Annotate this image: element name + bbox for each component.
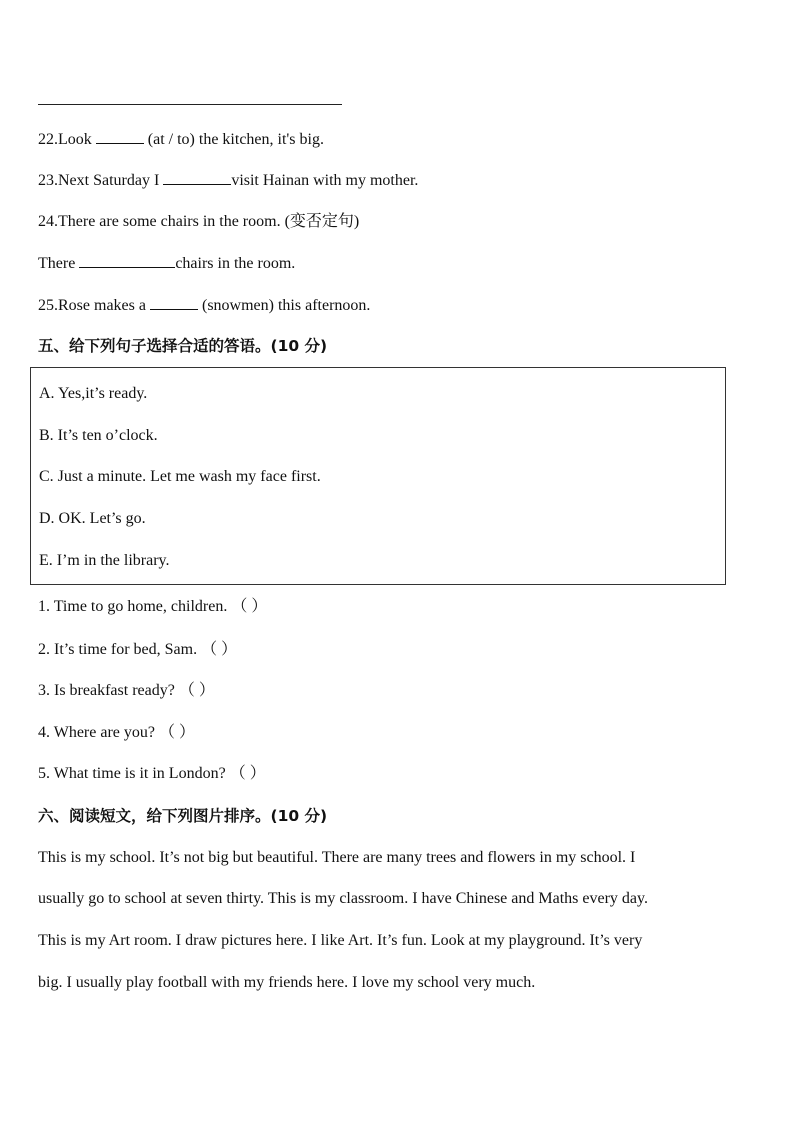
passage-line: This is my school. It’s not big but beautiful. There are many trees and flowers in my school. I: [38, 849, 636, 866]
answer-blank[interactable]: [96, 129, 144, 144]
question-number: 23.: [38, 172, 58, 189]
section-5-heading: 五、给下列句子选择合适的答语。(10 分): [38, 337, 328, 355]
question-number: 24.: [38, 213, 58, 230]
question-text: 2. It’s time for bed, Sam.: [38, 641, 198, 658]
match-question-1: [38, 597, 267, 617]
answer-parentheses[interactable]: （ ）: [201, 641, 238, 658]
question-24-answer: [38, 253, 295, 274]
passage-line: big. I usually play football with my friends here. I love my school very much.: [38, 974, 536, 991]
answer-parentheses[interactable]: （ ）: [178, 682, 215, 699]
question-text: 1. Time to go home, children.: [38, 598, 228, 615]
option-c: C. Just a minute. Let me wash my face first.: [39, 468, 321, 485]
answer-blank[interactable]: [79, 253, 175, 268]
section-6-heading: 六、阅读短文，给下列图片排序。(10 分): [38, 807, 328, 825]
question-text: chairs in the room.: [175, 255, 296, 272]
option-d: D. OK. Let’s go.: [39, 510, 146, 527]
question-text: There are some chairs in the room. (变否定句): [58, 213, 360, 230]
passage-line: This is my Art room. I draw pictures here. I like Art. It’s fun. Look at my playground. It’s very: [38, 932, 643, 949]
answer-parentheses[interactable]: （ ）: [229, 765, 266, 782]
match-question-4: [38, 723, 195, 743]
question-text: There: [38, 255, 76, 272]
passage-line: usually go to school at seven thirty. This is my classroom. I have Chinese and Maths every day.: [38, 890, 648, 907]
question-text: Next Saturday I: [58, 172, 160, 189]
option-e: E. I’m in the library.: [39, 552, 170, 569]
question-text: Look: [58, 131, 92, 148]
answer-parentheses[interactable]: （ ）: [231, 598, 268, 615]
question-number: 25.: [38, 297, 58, 314]
answer-blank[interactable]: [163, 170, 231, 185]
match-question-2: [38, 640, 237, 660]
question-text: 4. Where are you?: [38, 724, 155, 741]
answer-blank[interactable]: [150, 295, 198, 310]
answer-parentheses[interactable]: （ ）: [158, 724, 195, 741]
question-text: (snowmen) this afternoon.: [201, 297, 371, 314]
question-text: visit Hainan with my mother.: [231, 172, 419, 189]
option-b: B. It’s ten o’clock.: [39, 427, 158, 444]
match-question-3: [38, 681, 215, 701]
question-text: 3. Is breakfast ready?: [38, 682, 175, 699]
question-25: [38, 295, 370, 316]
question-text: 5. What time is it in London?: [38, 765, 226, 782]
question-24: [38, 212, 359, 232]
answer-line: [38, 104, 342, 105]
option-a: A. Yes,it’s ready.: [39, 385, 148, 402]
question-23: [38, 170, 418, 191]
question-22: [38, 129, 324, 150]
question-text: (at / to) the kitchen, it's big.: [147, 131, 324, 148]
answer-options-box: [30, 367, 726, 585]
question-text: Rose makes a: [58, 297, 146, 314]
question-number: 22.: [38, 131, 58, 148]
match-question-5: [38, 764, 266, 784]
